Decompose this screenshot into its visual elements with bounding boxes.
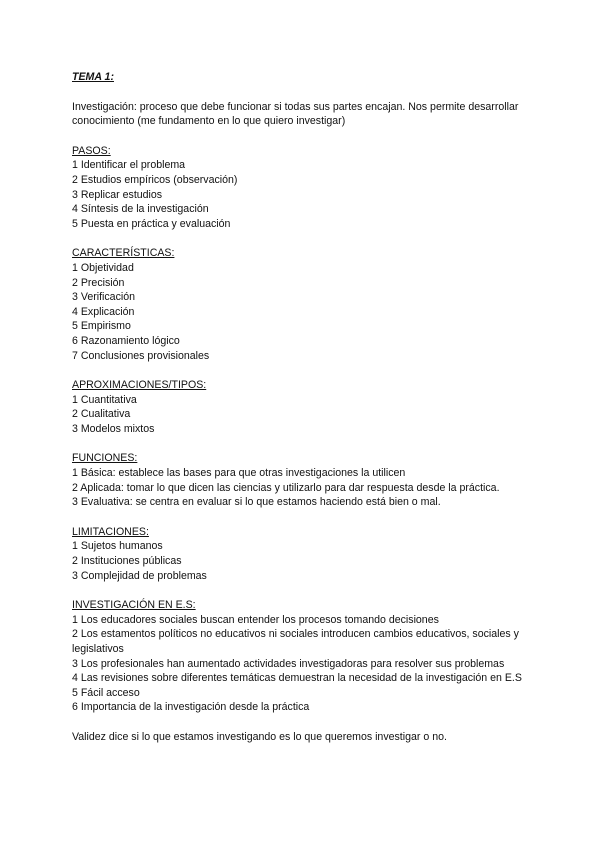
intro-paragraph: Investigación: proceso que debe funcionar si todas sus partes encajan. Nos permite desarrollar conocimiento (me fundamento en lo que quiero investigar) (72, 100, 519, 128)
list-item: 1 Identificar el problema (72, 159, 186, 172)
list-item: 4 Síntesis de la investigación (72, 203, 209, 216)
list-item: 3 Replicar estudios (72, 188, 163, 201)
list-item: 6 Importancia de la investigación desde la práctica (72, 701, 310, 714)
list-item: 7 Conclusiones provisionales (72, 349, 210, 362)
list-item: 1 Los educadores sociales buscan entender los procesos tomando decisiones (72, 613, 439, 626)
section-investigacion-es (72, 598, 542, 715)
section-heading: PASOS: (72, 144, 111, 157)
list-item: 5 Empirismo (72, 320, 131, 333)
list-item: 6 Razonamiento lógico (72, 334, 180, 347)
approaches-list (72, 393, 542, 437)
closing-paragraph: Validez dice si lo que estamos investigando es lo que queremos investigar o no. (72, 730, 447, 743)
list-item: 2 Instituciones públicas (72, 555, 182, 568)
document-title: TEMA 1: (72, 71, 114, 83)
section-aproximaciones (72, 378, 542, 436)
list-item: 3 Modelos mixtos (72, 422, 155, 435)
section-caracteristicas (72, 246, 542, 363)
list-item: 3 Los profesionales han aumentado actividades investigadoras para resolver sus problemas (72, 657, 505, 670)
section-funciones (72, 451, 542, 509)
functions-list (72, 466, 542, 510)
list-item: 2 Estudios empíricos (observación) (72, 173, 238, 186)
list-item: 5 Puesta en práctica y evaluación (72, 217, 231, 230)
characteristics-list (72, 261, 542, 363)
section-heading: CARACTERÍSTICAS: (72, 247, 175, 260)
list-item: 1 Sujetos humanos (72, 540, 163, 553)
steps-list (72, 158, 542, 231)
list-item: 2 Aplicada: tomar lo que dicen las ciencias y utilizarlo para dar respuesta desde la práctica. (72, 481, 500, 494)
list-item: 5 Fácil acceso (72, 686, 140, 699)
list-item: 1 Básica: establece las bases para que otras investigaciones la utilicen (72, 467, 406, 480)
section-heading: FUNCIONES: (72, 452, 138, 465)
section-limitaciones (72, 525, 542, 583)
list-item: 2 Los estamentos políticos no educativos ni sociales introducen cambios educativos, sociales y legislativos (72, 628, 519, 655)
list-item: 1 Cuantitativa (72, 393, 137, 406)
list-item: 3 Verificación (72, 291, 136, 304)
section-pasos (72, 144, 542, 232)
section-heading: LIMITACIONES: (72, 525, 149, 538)
limitations-list (72, 539, 542, 583)
section-heading: APROXIMACIONES/TIPOS: (72, 379, 207, 392)
list-item: 2 Cualitativa (72, 408, 131, 421)
document-page (72, 70, 542, 760)
list-item: 4 Las revisiones sobre diferentes temáticas demuestran la necesidad de la investigación en E.S (72, 672, 522, 685)
list-item: 3 Evaluativa: se centra en evaluar si lo que estamos haciendo está bien o mal. (72, 496, 441, 509)
research-es-list (72, 613, 542, 715)
list-item: 3 Complejidad de problemas (72, 569, 207, 582)
section-heading: INVESTIGACIÓN EN E.S: (72, 599, 196, 612)
list-item: 2 Precisión (72, 276, 125, 289)
list-item: 1 Objetividad (72, 261, 134, 274)
list-item: 4 Explicación (72, 305, 135, 318)
